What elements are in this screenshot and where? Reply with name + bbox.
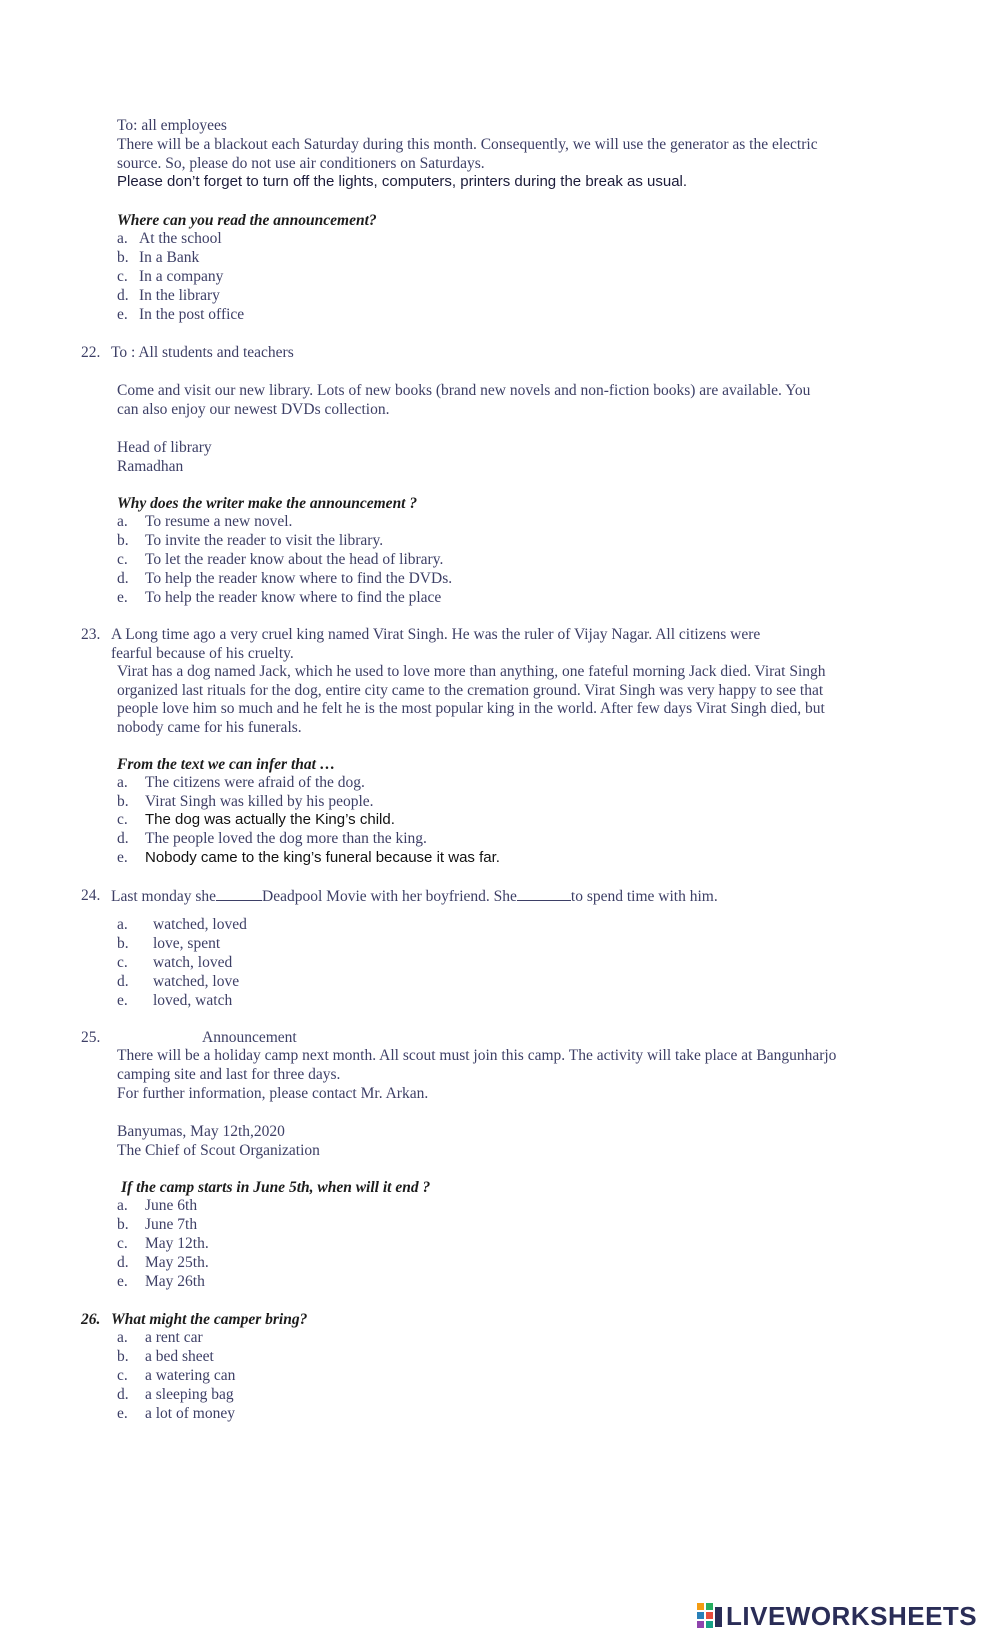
q21-body-line: Please don’t forget to turn off the lights, computers, printers during the break as usual. [117, 173, 688, 190]
q23-option-a[interactable] [117, 773, 365, 792]
option-text: The dog was actually the King’s child. [145, 811, 395, 828]
q23-option-d[interactable] [117, 829, 427, 848]
option-text: watched, love [153, 973, 240, 990]
q21-option-d[interactable] [117, 286, 220, 305]
q26-option-b[interactable] [117, 1347, 214, 1366]
q23-option-e[interactable] [117, 848, 500, 867]
q23-text-line: A Long time ago a very cruel king named Virat Singh. He was the ruler of Vijay Nagar. All citizens were [111, 626, 761, 643]
option-text: In the post office [139, 306, 245, 323]
option-letter: d. [117, 830, 129, 847]
q23-option-b[interactable] [117, 792, 374, 811]
q23-question: From the text we can infer that … [117, 756, 336, 773]
option-letter: a. [117, 774, 128, 791]
q22-sign-title: Head of library [117, 439, 212, 456]
option-letter: b. [117, 793, 129, 810]
option-letter: b. [117, 249, 129, 266]
option-letter: d. [117, 1254, 129, 1271]
q22-body-line: can also enjoy our newest DVDs collection. [117, 401, 390, 418]
q24-part1: Last monday she [111, 888, 217, 905]
option-letter: a. [117, 1197, 128, 1214]
q22-body-line: Come and visit our new library. Lots of new books (brand new novels and non-fiction books) are available. You [117, 382, 811, 399]
q21-question: Where can you read the announcement? [117, 212, 377, 229]
option-text: To invite the reader to visit the library. [145, 532, 384, 549]
option-letter: e. [117, 849, 128, 866]
q25-option-b[interactable] [117, 1215, 198, 1234]
option-text: At the school [139, 230, 222, 247]
option-text: loved, watch [153, 992, 233, 1009]
q26-option-e[interactable] [117, 1404, 235, 1423]
q25-body-line: There will be a holiday camp next month. All scout must join this camp. The activity will take place at Bangunharjo [117, 1047, 837, 1064]
option-text: In a Bank [139, 249, 200, 266]
q26-option-a[interactable] [117, 1328, 203, 1347]
q22-option-a[interactable] [117, 512, 293, 531]
q24-option-e[interactable] [117, 991, 233, 1010]
option-text: a watering can [145, 1367, 236, 1384]
q26-option-c[interactable] [117, 1366, 236, 1385]
q24-number: 24. [81, 887, 101, 904]
option-letter: d. [117, 973, 129, 990]
q21-option-a[interactable] [117, 229, 222, 248]
option-letter: c. [117, 954, 128, 971]
q25-number: 25. [81, 1029, 101, 1046]
option-text: watched, loved [153, 916, 247, 933]
q23-option-c[interactable] [117, 810, 395, 829]
option-letter: a. [117, 230, 128, 247]
q25-question: If the camp starts in June 5th, when will it end ? [121, 1179, 431, 1196]
option-letter: b. [117, 1348, 129, 1365]
liveworksheets-logo-icon [697, 1603, 723, 1629]
option-letter: e. [117, 589, 128, 606]
q23-text-line: nobody came for his funerals. [117, 719, 302, 736]
option-letter: a. [117, 1329, 128, 1346]
option-letter: c. [117, 268, 128, 285]
option-letter: d. [117, 287, 129, 304]
option-text: June 7th [145, 1216, 198, 1233]
q25-option-d[interactable] [117, 1253, 209, 1272]
q25-body-line: For further information, please contact Mr. Arkan. [117, 1085, 429, 1102]
q24-option-d[interactable] [117, 972, 240, 991]
option-text: watch, loved [153, 954, 233, 971]
q24-option-b[interactable] [117, 934, 221, 953]
option-text: To help the reader know where to find the DVDs. [145, 570, 453, 587]
option-text: To resume a new novel. [145, 513, 293, 530]
option-letter: b. [117, 1216, 129, 1233]
option-letter: d. [117, 570, 129, 587]
q22-option-e[interactable] [117, 588, 442, 607]
q23-text-line: organized last rituals for the dog, entire city came to the cremation ground. Virat Singh was very happy to see that [117, 682, 824, 699]
q22-number: 22. [81, 344, 101, 361]
q22-sign-name: Ramadhan [117, 458, 184, 475]
answer-blank[interactable] [216, 886, 262, 901]
option-letter: c. [117, 551, 128, 568]
q23-text-line: Virat has a dog named Jack, which he used to love more than anything, one fateful morning Jack died. Virat Singh [117, 663, 826, 680]
q22-to: To : All students and teachers [111, 344, 294, 361]
q21-body-line: There will be a blackout each Saturday during this month. Consequently, we will use the generator as the electric [117, 136, 818, 153]
option-letter: e. [117, 306, 128, 323]
q22-option-d[interactable] [117, 569, 453, 588]
q24-sentence [111, 886, 718, 906]
q25-body-line: camping site and last for three days. [117, 1066, 341, 1083]
option-letter: c. [117, 811, 128, 828]
q26-number: 26. [81, 1311, 101, 1328]
option-letter: b. [117, 532, 129, 549]
option-text: In the library [139, 287, 220, 304]
q23-text-line: fearful because of his cruelty. [111, 645, 294, 662]
q26-question: What might the camper bring? [111, 1311, 308, 1328]
option-text: a sleeping bag [145, 1386, 234, 1403]
option-letter: e. [117, 1273, 128, 1290]
q25-sign-title: The Chief of Scout Organization [117, 1142, 320, 1159]
option-text: In a company [139, 268, 224, 285]
q25-heading: Announcement [202, 1029, 297, 1046]
q23-text-line: people love him so much and he felt he is the most popular king in the world. After few days Virat Singh died, but [117, 700, 825, 717]
q24-part3: to spend time with him. [570, 888, 718, 905]
q25-sign-place-date: Banyumas, May 12th,2020 [117, 1123, 285, 1140]
option-text: a rent car [145, 1329, 203, 1346]
option-text: June 6th [145, 1197, 198, 1214]
option-text: a lot of money [145, 1405, 235, 1422]
option-letter: b. [117, 935, 129, 952]
logo-text: LIVEWORKSHEETS [726, 1600, 978, 1631]
q21-to: To: all employees [117, 117, 227, 134]
option-letter: e. [117, 992, 128, 1009]
option-text: May 12th. [145, 1235, 209, 1252]
q24-option-a[interactable] [117, 915, 247, 934]
option-text: To help the reader know where to find the place [145, 589, 442, 606]
q25-option-e[interactable] [117, 1272, 205, 1291]
liveworksheets-logo[interactable] [697, 1600, 977, 1632]
q25-option-c[interactable] [117, 1234, 209, 1253]
option-letter: d. [117, 1386, 129, 1403]
option-letter: a. [117, 513, 128, 530]
q22-option-c[interactable] [117, 550, 444, 569]
option-text: To let the reader know about the head of library. [145, 551, 444, 568]
option-text: Nobody came to the king’s funeral because it was far. [145, 849, 500, 866]
option-text: a bed sheet [145, 1348, 214, 1365]
q21-body-line: source. So, please do not use air conditioners on Saturdays. [117, 155, 485, 172]
q22-option-b[interactable] [117, 531, 384, 550]
q26-option-d[interactable] [117, 1385, 234, 1404]
q21-option-c[interactable] [117, 267, 224, 286]
option-letter: a. [117, 916, 128, 933]
answer-blank[interactable] [517, 886, 571, 901]
q22-question: Why does the writer make the announcement ? [117, 495, 418, 512]
q25-option-a[interactable] [117, 1196, 198, 1215]
q21-option-e[interactable] [117, 305, 245, 324]
q21-option-b[interactable] [117, 248, 200, 267]
q23-number: 23. [81, 626, 101, 643]
q24-option-c[interactable] [117, 953, 233, 972]
option-letter: c. [117, 1235, 128, 1252]
option-text: The citizens were afraid of the dog. [145, 774, 365, 791]
option-text: May 25th. [145, 1254, 209, 1271]
option-letter: c. [117, 1367, 128, 1384]
option-text: love, spent [153, 935, 221, 952]
q24-part2: Deadpool Movie with her boyfriend. She [262, 888, 517, 905]
option-text: May 26th [145, 1273, 205, 1290]
option-text: Virat Singh was killed by his people. [145, 793, 374, 810]
option-letter: e. [117, 1405, 128, 1422]
option-text: The people loved the dog more than the king. [145, 830, 427, 847]
